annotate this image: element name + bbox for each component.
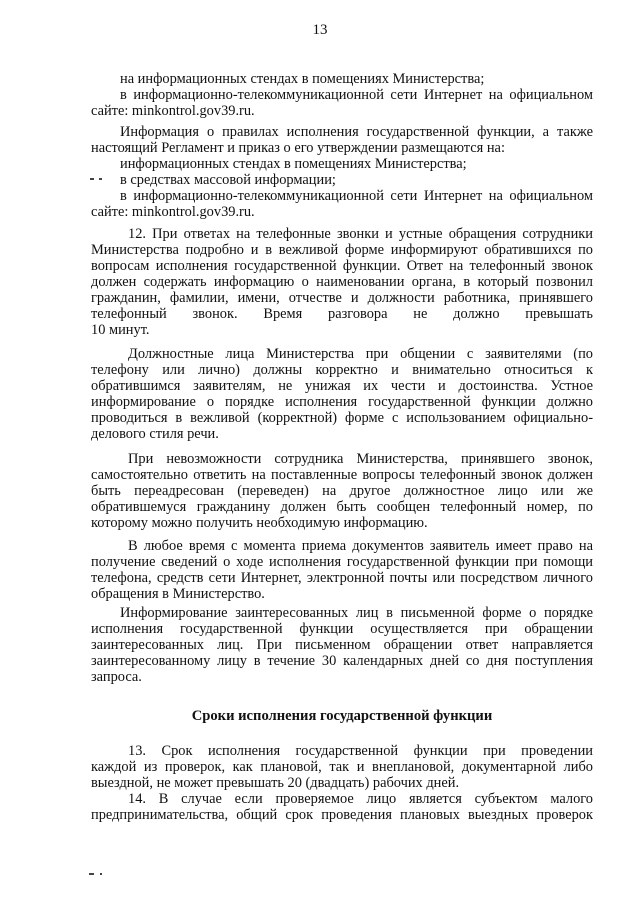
text-line: 10 минут. xyxy=(91,322,150,338)
text-line: запроса. xyxy=(91,669,142,685)
text-line: При невозможности сотрудника Министерства, принявшего звонок, xyxy=(128,451,593,467)
scan-mark xyxy=(99,178,102,180)
scan-mark xyxy=(90,178,94,180)
page-number: 13 xyxy=(312,22,328,38)
text-line: сайте: minkontrol.gov39.ru. xyxy=(91,204,255,220)
text-line: Министерства подробно и в вежливой форме информируют обратившихся по xyxy=(91,242,593,258)
text-line: гражданин, фамилии, имени, отчестве и должности работника, принявшего xyxy=(91,290,593,306)
text-line: информирование о порядке исполнения государственной функции должно xyxy=(91,394,593,410)
text-line: в средствах массовой информации; xyxy=(120,172,336,188)
text-line: в информационно-телекоммуникационной сети Интернет на официальном xyxy=(120,87,593,103)
text-line: телефону или лично) должны корректно и внимательно относиться к xyxy=(91,362,593,378)
text-line: 14. В случае если проверяемое лицо является субъектом малого xyxy=(128,791,593,807)
text-line: в информационно-телекоммуникационной сети Интернет на официальном xyxy=(120,188,593,204)
text-line: В любое время с момента приема документов заявитель имеет право на xyxy=(128,538,593,554)
scan-mark xyxy=(89,873,94,875)
scan-mark xyxy=(100,873,102,875)
text-line: самостоятельно ответить на поставленные вопросы телефонный звонок должен xyxy=(91,467,593,483)
text-line: делового стиля речи. xyxy=(91,426,219,442)
text-line: настоящий Регламент и приказ о его утверждении размещаются на: xyxy=(91,140,505,156)
text-line: Должностные лица Министерства при общении с заявителями (по xyxy=(128,346,593,362)
text-line: которому можно получить необходимую информацию. xyxy=(91,515,428,531)
text-line: вопросам исполнения государственной функции. Ответ на телефонный звонок xyxy=(91,258,593,274)
text-line: на информационных стендах в помещениях Министерства; xyxy=(120,71,485,87)
text-line: телефона, средств сети Интернет, электронной почты или посредством личного xyxy=(91,570,593,586)
text-line: быть переадресован (переведен) на другое должностное лицо или же xyxy=(91,483,593,499)
text-line: телефонный звонок. Время разговора не должно превышать xyxy=(91,306,593,322)
text-line: обратившемуся гражданину должен быть сообщен телефонный номер, по xyxy=(91,499,593,515)
text-line: выездной, не может превышать 20 (двадцать) рабочих дней. xyxy=(91,775,460,791)
text-line: предпринимательства, общий срок проведения плановых выездных проверок xyxy=(91,807,593,823)
text-line: исполнения государственной функции осуществляется при обращении xyxy=(91,621,593,637)
text-line: получение сведений о ходе исполнения государственной функции при помощи xyxy=(91,554,593,570)
text-line: должен содержать информацию о наименовании органа, в который позвонил xyxy=(91,274,593,290)
text-line: заинтересованных лиц. При письменном обращении ответ направляется xyxy=(91,637,593,653)
text-line: заинтересованному лицу в течение 30 календарных дней со дня поступления xyxy=(91,653,593,669)
text-line: проводиться в вежливой (корректной) форме с использованием официально- xyxy=(91,410,593,426)
text-line: 13. Срок исполнения государственной функции при проведении xyxy=(128,743,593,759)
text-line: Информирование заинтересованных лиц в письменной форме о порядке xyxy=(120,605,593,621)
section-heading: Сроки исполнения государственной функции xyxy=(191,708,493,724)
text-line: Информация о правилах исполнения государственной функции, а также xyxy=(120,124,593,140)
text-line: обратившимся заявителям, не унижая их чести и достоинства. Устное xyxy=(91,378,593,394)
text-line: информационных стендах в помещениях Министерства; xyxy=(120,156,467,172)
text-line: сайте: minkontrol.gov39.ru. xyxy=(91,103,255,119)
text-line: каждой из проверок, как плановой, так и внеплановой, документарной либо xyxy=(91,759,593,775)
text-line: 12. При ответах на телефонные звонки и устные обращения сотрудники xyxy=(128,226,593,242)
text-line: обращения в Министерство. xyxy=(91,586,265,602)
